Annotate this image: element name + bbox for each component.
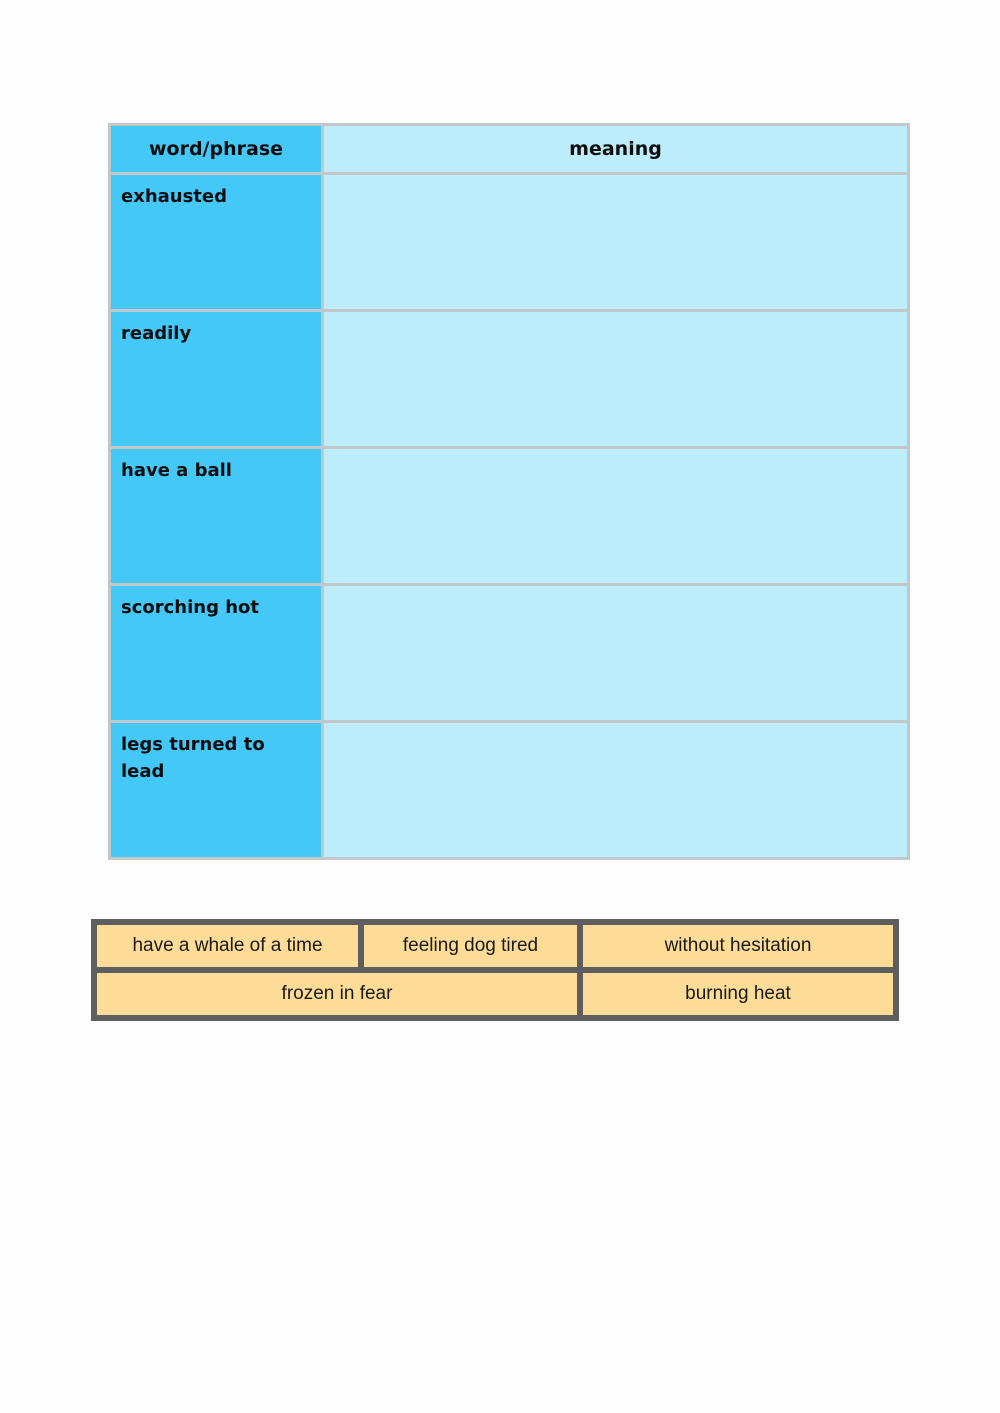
meaning-cell-have-a-ball[interactable]	[324, 449, 907, 583]
word-bank-chip[interactable]: without hesitation	[583, 925, 893, 967]
word-cell-legs-turned-to-lead: legs turned to lead	[111, 723, 321, 857]
header-word-phrase: word/phrase	[111, 126, 321, 172]
word-bank-chip[interactable]: frozen in fear	[97, 973, 577, 1015]
word-bank-chip[interactable]: have a whale of a time	[97, 925, 358, 967]
meaning-cell-exhausted[interactable]	[324, 175, 907, 309]
meaning-cell-legs-turned-to-lead[interactable]	[324, 723, 907, 857]
word-bank-chip[interactable]: burning heat	[583, 973, 893, 1015]
meaning-cell-scorching-hot[interactable]	[324, 586, 907, 720]
word-bank-chip[interactable]: feeling dog tired	[364, 925, 577, 967]
vocabulary-table	[108, 123, 910, 860]
word-cell-readily: readily	[111, 312, 321, 446]
word-cell-exhausted: exhausted	[111, 175, 321, 309]
header-meaning: meaning	[324, 126, 907, 172]
word-cell-scorching-hot: scorching hot	[111, 586, 321, 720]
meaning-cell-readily[interactable]	[324, 312, 907, 446]
word-cell-have-a-ball: have a ball	[111, 449, 321, 583]
word-bank	[91, 919, 899, 1021]
